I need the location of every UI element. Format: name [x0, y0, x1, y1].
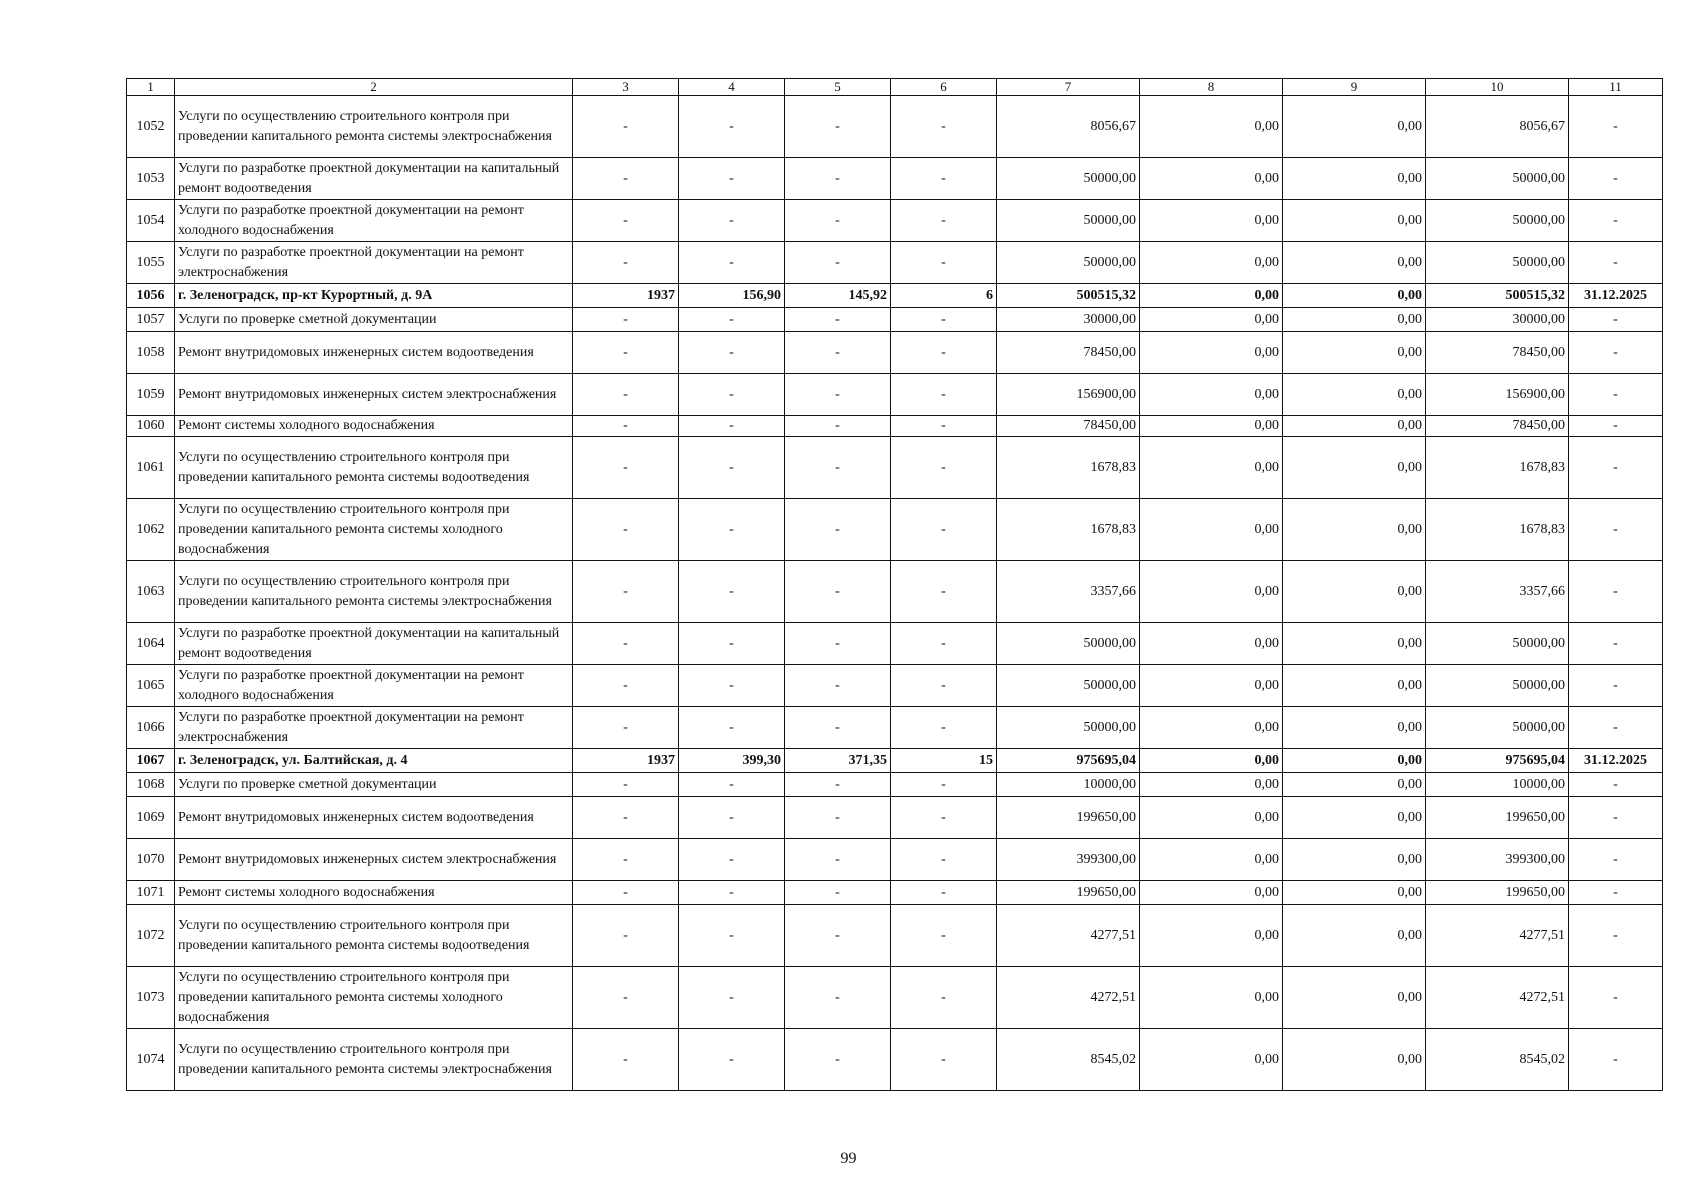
- table-row: [127, 499, 1663, 561]
- col8-cell: 0,00: [1140, 707, 1283, 749]
- col3-cell: 1937: [573, 284, 679, 308]
- col9-cell: 0,00: [1283, 623, 1426, 665]
- col9-cell: 0,00: [1283, 242, 1426, 284]
- row-number-cell: 1072: [127, 905, 175, 967]
- col4-cell: -: [679, 707, 785, 749]
- row-number-cell: 1057: [127, 308, 175, 332]
- col4-cell: 156,90: [679, 284, 785, 308]
- col7-cell: 500515,32: [997, 284, 1140, 308]
- col11-cell: -: [1569, 797, 1663, 839]
- work-name-cell: Услуги по разработке проектной документации на ремонт холодного водоснабжения: [175, 200, 573, 242]
- col7-cell: 50000,00: [997, 665, 1140, 707]
- col6-cell: -: [891, 416, 997, 437]
- col3-cell: 1937: [573, 749, 679, 773]
- col9-cell: 0,00: [1283, 158, 1426, 200]
- row-number-cell: 1073: [127, 967, 175, 1029]
- row-number-cell: 1058: [127, 332, 175, 374]
- col7-cell: 4277,51: [997, 905, 1140, 967]
- header-cell: 6: [891, 79, 997, 96]
- col5-cell: -: [785, 332, 891, 374]
- col3-cell: -: [573, 665, 679, 707]
- col8-cell: 0,00: [1140, 416, 1283, 437]
- col8-cell: 0,00: [1140, 967, 1283, 1029]
- col4-cell: -: [679, 96, 785, 158]
- col10-cell: 50000,00: [1426, 665, 1569, 707]
- header-cell: 9: [1283, 79, 1426, 96]
- work-name-cell: Ремонт системы холодного водоснабжения: [175, 416, 573, 437]
- col5-cell: 145,92: [785, 284, 891, 308]
- work-name-cell: Ремонт системы холодного водоснабжения: [175, 881, 573, 905]
- col9-cell: 0,00: [1283, 773, 1426, 797]
- col7-cell: 156900,00: [997, 374, 1140, 416]
- col9-cell: 0,00: [1283, 561, 1426, 623]
- col4-cell: -: [679, 561, 785, 623]
- col10-cell: 50000,00: [1426, 242, 1569, 284]
- col6-cell: -: [891, 561, 997, 623]
- col7-cell: 199650,00: [997, 797, 1140, 839]
- col9-cell: 0,00: [1283, 1029, 1426, 1091]
- col4-cell: -: [679, 797, 785, 839]
- work-name-cell: г. Зеленоградск, пр-кт Курортный, д. 9А: [175, 284, 573, 308]
- col5-cell: -: [785, 665, 891, 707]
- col5-cell: -: [785, 242, 891, 284]
- col6-cell: -: [891, 242, 997, 284]
- col9-cell: 0,00: [1283, 797, 1426, 839]
- table-row: [127, 437, 1663, 499]
- data-table: [126, 78, 1663, 1091]
- col6-cell: -: [891, 96, 997, 158]
- col6-cell: -: [891, 437, 997, 499]
- col9-cell: 0,00: [1283, 200, 1426, 242]
- work-name-cell: Услуги по осуществлению строительного контроля при проведении капитального ремонта системы электроснабжения: [175, 561, 573, 623]
- col5-cell: -: [785, 561, 891, 623]
- table-row: [127, 623, 1663, 665]
- col5-cell: -: [785, 499, 891, 561]
- col7-cell: 10000,00: [997, 773, 1140, 797]
- col7-cell: 1678,83: [997, 437, 1140, 499]
- col8-cell: 0,00: [1140, 839, 1283, 881]
- col3-cell: -: [573, 967, 679, 1029]
- col9-cell: 0,00: [1283, 284, 1426, 308]
- col3-cell: -: [573, 308, 679, 332]
- col7-cell: 4272,51: [997, 967, 1140, 1029]
- col7-cell: 50000,00: [997, 623, 1140, 665]
- col9-cell: 0,00: [1283, 881, 1426, 905]
- col8-cell: 0,00: [1140, 284, 1283, 308]
- col3-cell: -: [573, 839, 679, 881]
- col10-cell: 50000,00: [1426, 707, 1569, 749]
- col7-cell: 399300,00: [997, 839, 1140, 881]
- col8-cell: 0,00: [1140, 773, 1283, 797]
- col6-cell: -: [891, 332, 997, 374]
- row-number-cell: 1054: [127, 200, 175, 242]
- row-number-cell: 1059: [127, 374, 175, 416]
- col8-cell: 0,00: [1140, 374, 1283, 416]
- col3-cell: -: [573, 374, 679, 416]
- col10-cell: 399300,00: [1426, 839, 1569, 881]
- table-row: [127, 242, 1663, 284]
- row-number-cell: 1066: [127, 707, 175, 749]
- work-name-cell: Услуги по осуществлению строительного контроля при проведении капитального ремонта системы водоотведения: [175, 905, 573, 967]
- col11-cell: -: [1569, 905, 1663, 967]
- col7-cell: 50000,00: [997, 242, 1140, 284]
- col11-cell: -: [1569, 665, 1663, 707]
- col6-cell: -: [891, 374, 997, 416]
- col9-cell: 0,00: [1283, 499, 1426, 561]
- header-cell: 4: [679, 79, 785, 96]
- col7-cell: 50000,00: [997, 200, 1140, 242]
- col5-cell: -: [785, 881, 891, 905]
- row-number-cell: 1065: [127, 665, 175, 707]
- table-body: [127, 79, 1663, 1091]
- col7-cell: 975695,04: [997, 749, 1140, 773]
- col8-cell: 0,00: [1140, 437, 1283, 499]
- col8-cell: 0,00: [1140, 561, 1283, 623]
- col5-cell: -: [785, 96, 891, 158]
- work-name-cell: Услуги по разработке проектной документации на капитальный ремонт водоотведения: [175, 623, 573, 665]
- col3-cell: -: [573, 707, 679, 749]
- col3-cell: -: [573, 623, 679, 665]
- col10-cell: 1678,83: [1426, 437, 1569, 499]
- page-number: 99: [840, 1150, 857, 1167]
- table-row: [127, 773, 1663, 797]
- table-row: [127, 96, 1663, 158]
- col11-cell: -: [1569, 499, 1663, 561]
- col7-cell: 8056,67: [997, 96, 1140, 158]
- col11-cell: -: [1569, 839, 1663, 881]
- col11-cell: -: [1569, 773, 1663, 797]
- col4-cell: -: [679, 242, 785, 284]
- col4-cell: -: [679, 416, 785, 437]
- work-name-cell: Ремонт внутридомовых инженерных систем электроснабжения: [175, 839, 573, 881]
- col8-cell: 0,00: [1140, 905, 1283, 967]
- table-row: [127, 1029, 1663, 1091]
- col6-cell: -: [891, 839, 997, 881]
- col5-cell: -: [785, 416, 891, 437]
- col8-cell: 0,00: [1140, 749, 1283, 773]
- col10-cell: 199650,00: [1426, 797, 1569, 839]
- col10-cell: 1678,83: [1426, 499, 1569, 561]
- col10-cell: 8545,02: [1426, 1029, 1569, 1091]
- header-cell: 5: [785, 79, 891, 96]
- col8-cell: 0,00: [1140, 665, 1283, 707]
- col11-cell: -: [1569, 881, 1663, 905]
- col9-cell: 0,00: [1283, 437, 1426, 499]
- row-number-cell: 1061: [127, 437, 175, 499]
- col5-cell: -: [785, 437, 891, 499]
- row-number-cell: 1063: [127, 561, 175, 623]
- col6-cell: -: [891, 1029, 997, 1091]
- col10-cell: 50000,00: [1426, 158, 1569, 200]
- work-name-cell: Ремонт внутридомовых инженерных систем водоотведения: [175, 797, 573, 839]
- work-name-cell: Услуги по разработке проектной документации на ремонт электроснабжения: [175, 707, 573, 749]
- header-cell: 8: [1140, 79, 1283, 96]
- table-row: [127, 839, 1663, 881]
- col7-cell: 78450,00: [997, 416, 1140, 437]
- work-name-cell: Услуги по осуществлению строительного контроля при проведении капитального ремонта системы холодного водоснабжения: [175, 967, 573, 1029]
- row-number-cell: 1069: [127, 797, 175, 839]
- col10-cell: 50000,00: [1426, 200, 1569, 242]
- col10-cell: 156900,00: [1426, 374, 1569, 416]
- col3-cell: -: [573, 242, 679, 284]
- work-name-cell: Услуги по осуществлению строительного контроля при проведении капитального ремонта системы электроснабжения: [175, 1029, 573, 1091]
- col6-cell: 6: [891, 284, 997, 308]
- col9-cell: 0,00: [1283, 665, 1426, 707]
- col9-cell: 0,00: [1283, 96, 1426, 158]
- col3-cell: -: [573, 797, 679, 839]
- col10-cell: 199650,00: [1426, 881, 1569, 905]
- col9-cell: 0,00: [1283, 308, 1426, 332]
- col5-cell: -: [785, 839, 891, 881]
- col8-cell: 0,00: [1140, 332, 1283, 374]
- work-name-cell: Ремонт внутридомовых инженерных систем водоотведения: [175, 332, 573, 374]
- col8-cell: 0,00: [1140, 623, 1283, 665]
- col11-cell: -: [1569, 332, 1663, 374]
- col11-cell: -: [1569, 242, 1663, 284]
- col9-cell: 0,00: [1283, 332, 1426, 374]
- col3-cell: -: [573, 158, 679, 200]
- col3-cell: -: [573, 416, 679, 437]
- table-row: [127, 332, 1663, 374]
- col10-cell: 4272,51: [1426, 967, 1569, 1029]
- col9-cell: 0,00: [1283, 839, 1426, 881]
- address-row: [127, 284, 1663, 308]
- header-cell: 2: [175, 79, 573, 96]
- col8-cell: 0,00: [1140, 242, 1283, 284]
- col4-cell: 399,30: [679, 749, 785, 773]
- row-number-cell: 1052: [127, 96, 175, 158]
- col8-cell: 0,00: [1140, 158, 1283, 200]
- address-row: [127, 749, 1663, 773]
- row-number-cell: 1074: [127, 1029, 175, 1091]
- col11-cell: 31.12.2025: [1569, 749, 1663, 773]
- row-number-cell: 1068: [127, 773, 175, 797]
- col11-cell: -: [1569, 158, 1663, 200]
- work-name-cell: Услуги по осуществлению строительного контроля при проведении капитального ремонта системы холодного водоснабжения: [175, 499, 573, 561]
- col10-cell: 975695,04: [1426, 749, 1569, 773]
- col4-cell: -: [679, 1029, 785, 1091]
- row-number-cell: 1053: [127, 158, 175, 200]
- col9-cell: 0,00: [1283, 905, 1426, 967]
- col6-cell: -: [891, 623, 997, 665]
- col5-cell: -: [785, 905, 891, 967]
- col4-cell: -: [679, 437, 785, 499]
- row-number-cell: 1070: [127, 839, 175, 881]
- work-name-cell: г. Зеленоградск, ул. Балтийская, д. 4: [175, 749, 573, 773]
- col11-cell: -: [1569, 623, 1663, 665]
- header-cell: 3: [573, 79, 679, 96]
- col6-cell: -: [891, 797, 997, 839]
- col4-cell: -: [679, 332, 785, 374]
- col5-cell: 371,35: [785, 749, 891, 773]
- col10-cell: 500515,32: [1426, 284, 1569, 308]
- header-cell: 7: [997, 79, 1140, 96]
- table-row: [127, 200, 1663, 242]
- table-row: [127, 374, 1663, 416]
- col6-cell: -: [891, 773, 997, 797]
- col8-cell: 0,00: [1140, 881, 1283, 905]
- col5-cell: -: [785, 308, 891, 332]
- row-number-cell: 1062: [127, 499, 175, 561]
- col10-cell: 10000,00: [1426, 773, 1569, 797]
- col6-cell: -: [891, 308, 997, 332]
- row-number-cell: 1064: [127, 623, 175, 665]
- col5-cell: -: [785, 967, 891, 1029]
- col3-cell: -: [573, 1029, 679, 1091]
- work-name-cell: Услуги по разработке проектной документации на капитальный ремонт водоотведения: [175, 158, 573, 200]
- col5-cell: -: [785, 200, 891, 242]
- col9-cell: 0,00: [1283, 374, 1426, 416]
- col9-cell: 0,00: [1283, 707, 1426, 749]
- row-number-cell: 1060: [127, 416, 175, 437]
- col9-cell: 0,00: [1283, 967, 1426, 1029]
- table-row: [127, 665, 1663, 707]
- work-name-cell: Услуги по разработке проектной документации на ремонт электроснабжения: [175, 242, 573, 284]
- col3-cell: -: [573, 773, 679, 797]
- col6-cell: -: [891, 499, 997, 561]
- col5-cell: -: [785, 707, 891, 749]
- col3-cell: -: [573, 437, 679, 499]
- col4-cell: -: [679, 905, 785, 967]
- col8-cell: 0,00: [1140, 797, 1283, 839]
- col10-cell: 78450,00: [1426, 416, 1569, 437]
- col3-cell: -: [573, 905, 679, 967]
- col3-cell: -: [573, 200, 679, 242]
- col6-cell: -: [891, 905, 997, 967]
- col4-cell: -: [679, 665, 785, 707]
- col7-cell: 3357,66: [997, 561, 1140, 623]
- col3-cell: -: [573, 499, 679, 561]
- col7-cell: 8545,02: [997, 1029, 1140, 1091]
- col4-cell: -: [679, 308, 785, 332]
- table-row: [127, 967, 1663, 1029]
- col11-cell: -: [1569, 96, 1663, 158]
- col5-cell: -: [785, 773, 891, 797]
- table-row: [127, 707, 1663, 749]
- col8-cell: 0,00: [1140, 200, 1283, 242]
- col4-cell: -: [679, 967, 785, 1029]
- table-row: [127, 881, 1663, 905]
- col10-cell: 3357,66: [1426, 561, 1569, 623]
- col11-cell: -: [1569, 416, 1663, 437]
- col9-cell: 0,00: [1283, 416, 1426, 437]
- col7-cell: 199650,00: [997, 881, 1140, 905]
- col3-cell: -: [573, 96, 679, 158]
- col11-cell: -: [1569, 707, 1663, 749]
- col4-cell: -: [679, 839, 785, 881]
- header-cell: 1: [127, 79, 175, 96]
- col7-cell: 50000,00: [997, 707, 1140, 749]
- col11-cell: -: [1569, 374, 1663, 416]
- header-cell: 10: [1426, 79, 1569, 96]
- col5-cell: -: [785, 797, 891, 839]
- col8-cell: 0,00: [1140, 308, 1283, 332]
- col4-cell: -: [679, 623, 785, 665]
- row-number-cell: 1067: [127, 749, 175, 773]
- work-name-cell: Услуги по осуществлению строительного контроля при проведении капитального ремонта системы электроснабжения: [175, 96, 573, 158]
- col11-cell: -: [1569, 967, 1663, 1029]
- col4-cell: -: [679, 881, 785, 905]
- work-name-cell: Ремонт внутридомовых инженерных систем электроснабжения: [175, 374, 573, 416]
- col6-cell: -: [891, 158, 997, 200]
- col11-cell: -: [1569, 200, 1663, 242]
- col6-cell: 15: [891, 749, 997, 773]
- col11-cell: -: [1569, 308, 1663, 332]
- row-number-cell: 1071: [127, 881, 175, 905]
- col6-cell: -: [891, 665, 997, 707]
- work-name-cell: Услуги по осуществлению строительного контроля при проведении капитального ремонта системы водоотведения: [175, 437, 573, 499]
- col10-cell: 30000,00: [1426, 308, 1569, 332]
- col7-cell: 30000,00: [997, 308, 1140, 332]
- table-row: [127, 158, 1663, 200]
- col11-cell: -: [1569, 1029, 1663, 1091]
- col11-cell: 31.12.2025: [1569, 284, 1663, 308]
- col7-cell: 50000,00: [997, 158, 1140, 200]
- table-row: [127, 308, 1663, 332]
- col6-cell: -: [891, 707, 997, 749]
- col5-cell: -: [785, 158, 891, 200]
- col4-cell: -: [679, 200, 785, 242]
- col4-cell: -: [679, 499, 785, 561]
- col10-cell: 4277,51: [1426, 905, 1569, 967]
- header-row: [127, 79, 1663, 96]
- work-name-cell: Услуги по проверке сметной документации: [175, 308, 573, 332]
- col8-cell: 0,00: [1140, 1029, 1283, 1091]
- work-name-cell: Услуги по разработке проектной документации на ремонт холодного водоснабжения: [175, 665, 573, 707]
- col10-cell: 8056,67: [1426, 96, 1569, 158]
- col3-cell: -: [573, 881, 679, 905]
- col8-cell: 0,00: [1140, 96, 1283, 158]
- table-row: [127, 905, 1663, 967]
- col3-cell: -: [573, 332, 679, 374]
- work-name-cell: Услуги по проверке сметной документации: [175, 773, 573, 797]
- col6-cell: -: [891, 881, 997, 905]
- col10-cell: 50000,00: [1426, 623, 1569, 665]
- row-number-cell: 1055: [127, 242, 175, 284]
- col3-cell: -: [573, 561, 679, 623]
- header-cell: 11: [1569, 79, 1663, 96]
- col5-cell: -: [785, 1029, 891, 1091]
- table-row: [127, 797, 1663, 839]
- col4-cell: -: [679, 158, 785, 200]
- col11-cell: -: [1569, 561, 1663, 623]
- col8-cell: 0,00: [1140, 499, 1283, 561]
- table-row: [127, 561, 1663, 623]
- table-row: [127, 416, 1663, 437]
- col7-cell: 78450,00: [997, 332, 1140, 374]
- col10-cell: 78450,00: [1426, 332, 1569, 374]
- col9-cell: 0,00: [1283, 749, 1426, 773]
- row-number-cell: 1056: [127, 284, 175, 308]
- col5-cell: -: [785, 374, 891, 416]
- col11-cell: -: [1569, 437, 1663, 499]
- col6-cell: -: [891, 967, 997, 1029]
- col7-cell: 1678,83: [997, 499, 1140, 561]
- col4-cell: -: [679, 773, 785, 797]
- col4-cell: -: [679, 374, 785, 416]
- col5-cell: -: [785, 623, 891, 665]
- col6-cell: -: [891, 200, 997, 242]
